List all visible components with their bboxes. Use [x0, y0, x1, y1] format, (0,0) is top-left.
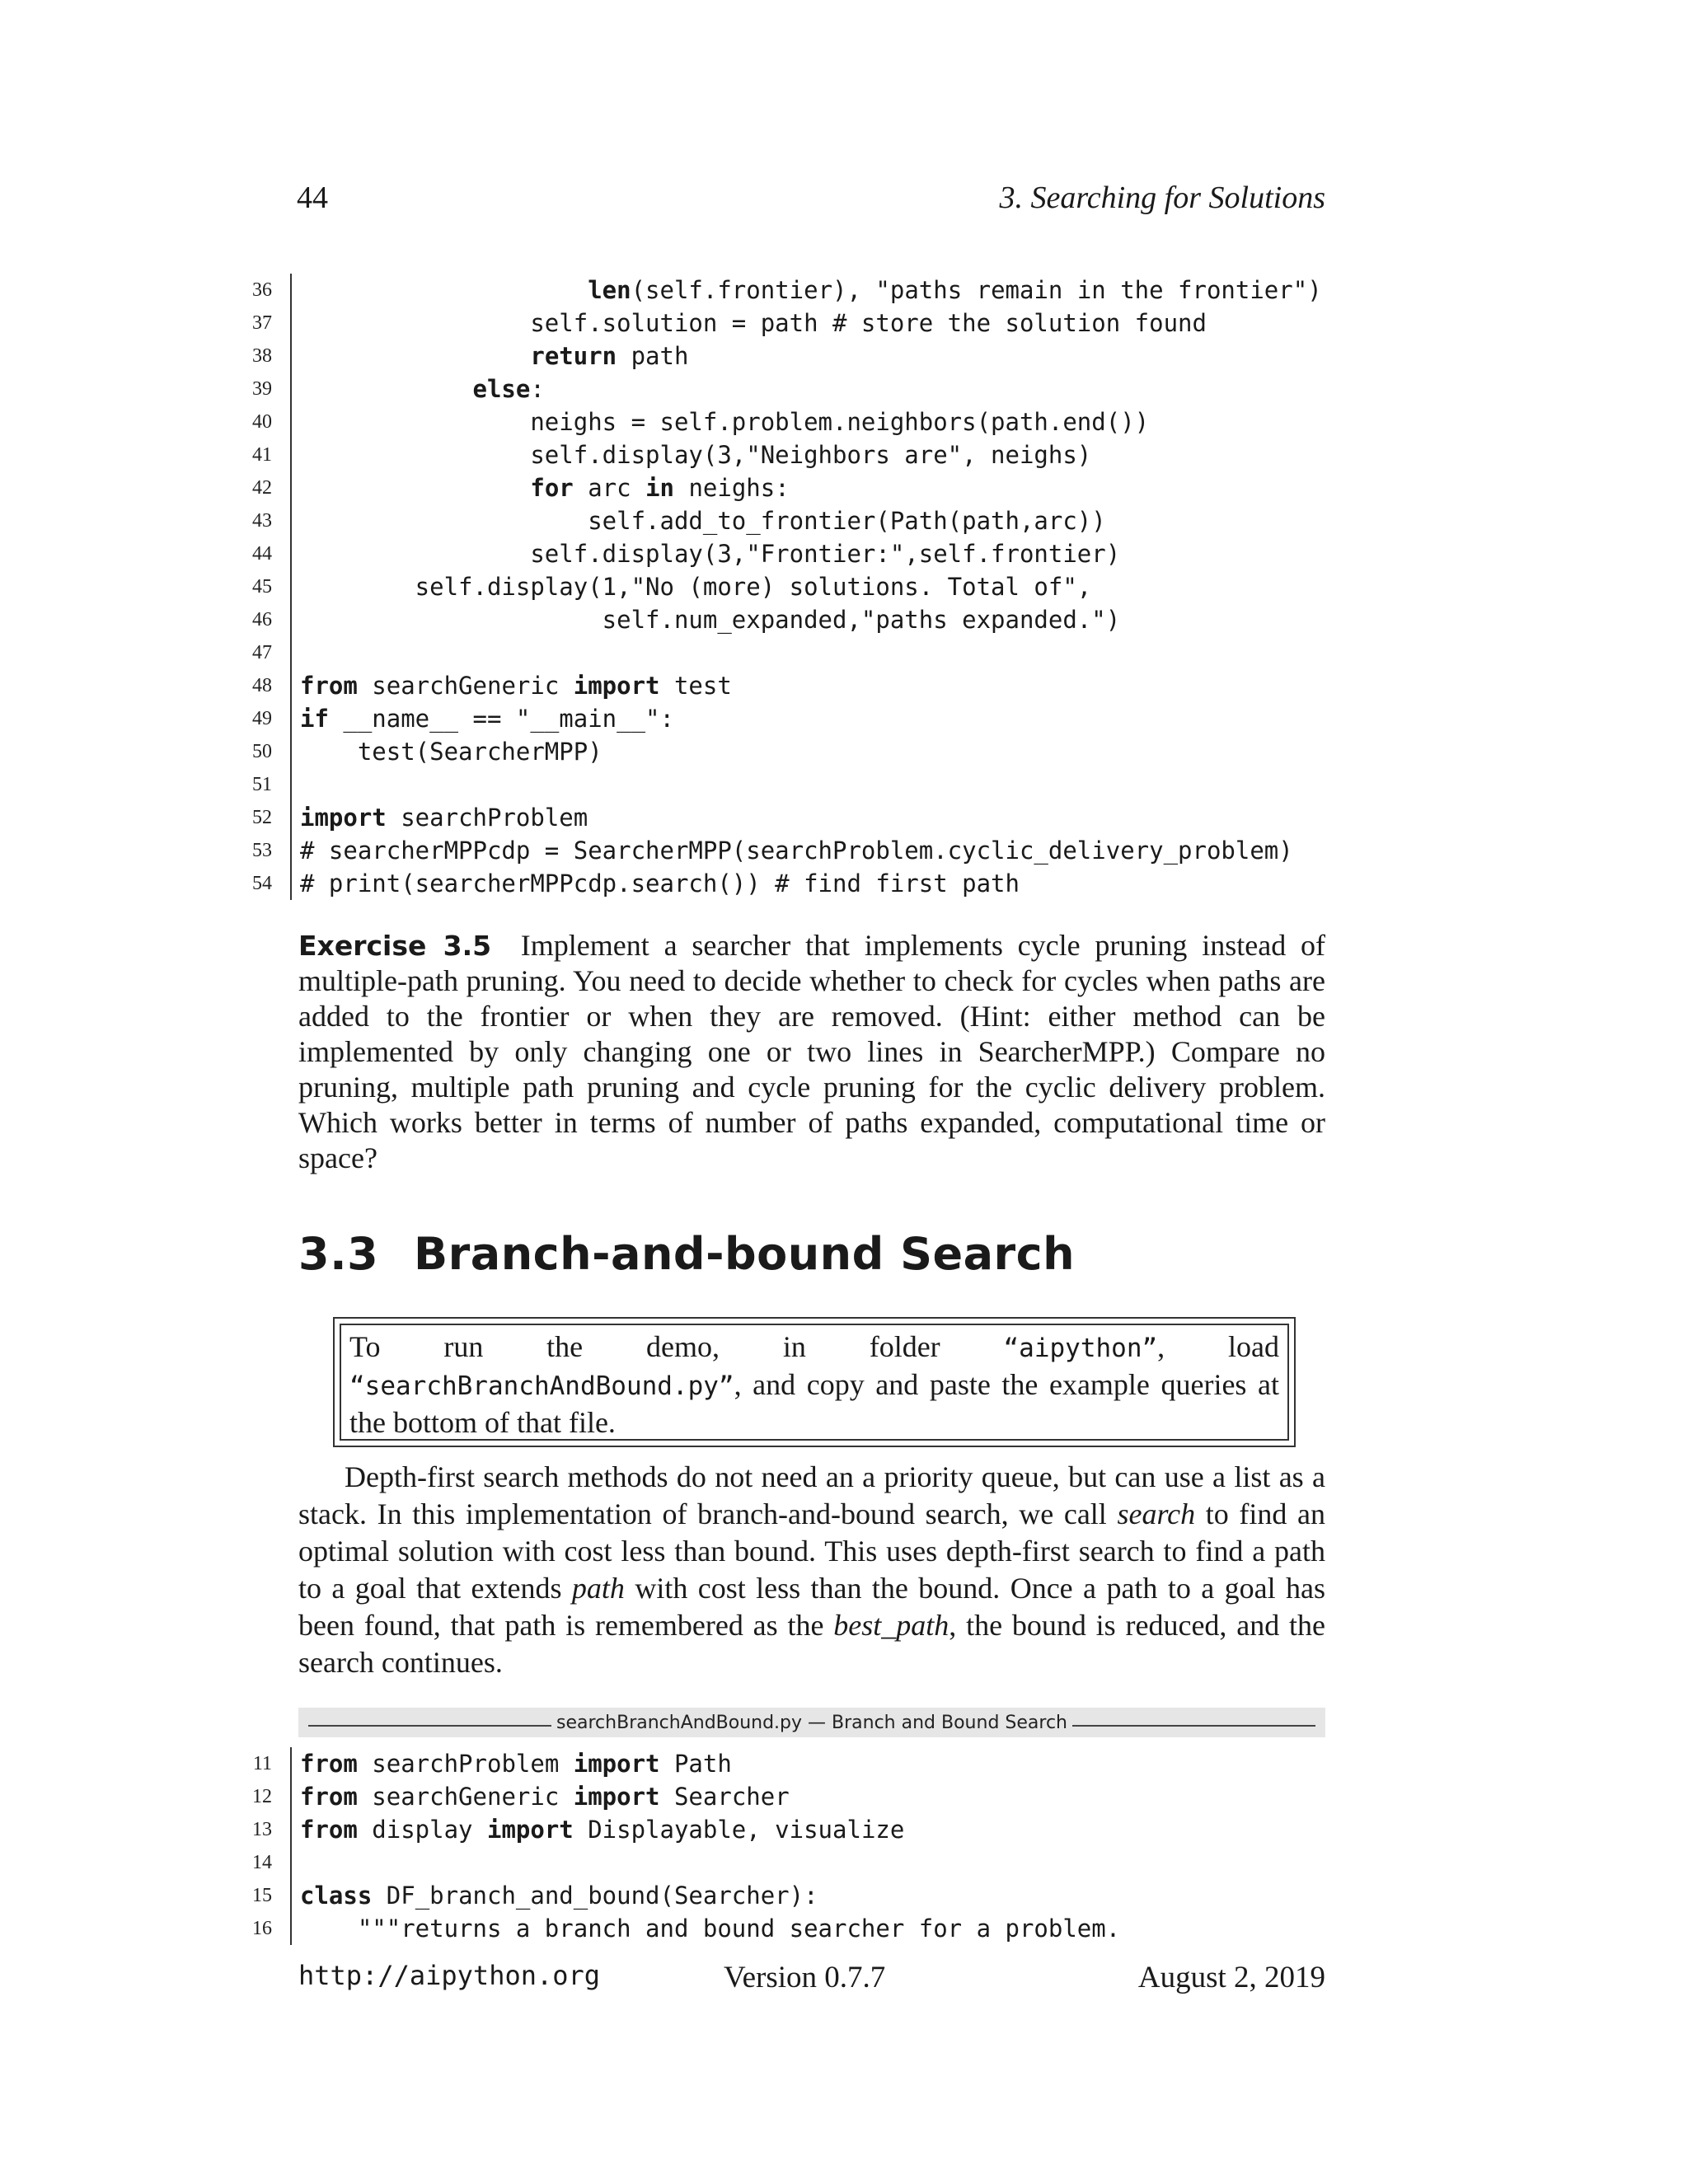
paragraph-text: Depth-first search methods do not need an a priority queue, but can use a list as a stack. In this implementation of branch-and-bound search, we call: [298, 1460, 1325, 1530]
code-keyword: class: [300, 1882, 373, 1910]
line-number: 11: [252, 1753, 272, 1774]
line-number: 38: [252, 345, 272, 367]
code-line: [231, 1879, 1352, 1912]
banner-rule-left: [308, 1725, 551, 1727]
line-number: 50: [252, 741, 272, 762]
chapter-title: 3. Searching for Solutions: [999, 180, 1325, 215]
code-token: searchGeneric: [357, 672, 574, 700]
code-text: [300, 307, 1207, 340]
code-text: [300, 1747, 732, 1780]
paragraph-text: , the bound is reduced, and the search continues.: [298, 1609, 1325, 1679]
line-number: 53: [252, 840, 272, 861]
demo-text-part: , and copy and paste the example queries at the bottom of that file.: [349, 1368, 1279, 1439]
code-line: [231, 274, 1352, 307]
demo-text-part: To run the demo, in folder: [349, 1330, 1004, 1363]
code-text: [300, 274, 1322, 307]
code-keyword: in: [645, 474, 674, 502]
demo-instructions-box: [333, 1317, 1296, 1447]
code-text: [300, 735, 603, 768]
line-number: 46: [252, 609, 272, 630]
code-text: [300, 471, 790, 504]
code-token: display: [357, 1816, 487, 1844]
code-keyword: import: [573, 1750, 660, 1778]
code-text: [300, 834, 1293, 867]
code-token: # searcherMPPcdp = SearcherMPP(searchProblem.cyclic_delivery_problem): [300, 837, 1293, 865]
line-number: 14: [252, 1852, 272, 1873]
page-footer: [298, 1960, 1325, 2001]
code-keyword: from: [300, 1816, 358, 1844]
code-text: [300, 537, 1120, 570]
code-token: (self.frontier), "paths remain in the frontier"): [631, 276, 1322, 304]
demo-folder-name: “aipython”: [1003, 1333, 1158, 1363]
code-listing-1: [231, 274, 1352, 900]
code-text: [300, 1879, 818, 1912]
code-keyword: if: [300, 705, 329, 733]
code-token: neighs = self.problem.neighbors(path.end()): [300, 408, 1150, 436]
line-number: 48: [252, 675, 272, 696]
exercise-3-5: [298, 928, 1325, 1176]
code-line: [231, 669, 1352, 702]
paragraph-emphasis: path: [571, 1572, 625, 1605]
code-token: self.add_to_frontier(Path(path,arc)): [300, 507, 1106, 535]
banner-rule-right: [1072, 1725, 1315, 1727]
code-token: Searcher: [659, 1783, 790, 1811]
demo-instructions-text: [340, 1324, 1289, 1441]
line-number: 51: [252, 774, 272, 795]
file-banner: [298, 1708, 1325, 1737]
code-token: [300, 342, 530, 370]
code-line: [231, 1846, 1352, 1879]
code-token: searchProblem: [386, 804, 588, 832]
line-number: 36: [252, 279, 272, 301]
line-number: 42: [252, 477, 272, 499]
code-token: """returns a branch and bound searcher for a problem.: [300, 1915, 1121, 1943]
code-text: [300, 1912, 1120, 1945]
line-number: 39: [252, 378, 272, 400]
footer-url: http://aipython.org: [298, 1960, 601, 1991]
code-keyword: import: [486, 1816, 574, 1844]
code-token: test: [659, 672, 732, 700]
code-token: arc: [573, 474, 646, 502]
line-number: 13: [252, 1819, 272, 1840]
code-text: [300, 669, 732, 702]
code-text: [300, 570, 1091, 603]
code-keyword: from: [300, 1750, 358, 1778]
code-text: [300, 1780, 790, 1813]
code-text: [300, 504, 1106, 537]
code-keyword: import: [573, 1783, 660, 1811]
paragraph-text: to find an optimal solution with cost less than bound. This uses depth-first search to find a path to a goal that extends: [298, 1497, 1325, 1605]
code-text: [300, 603, 1120, 636]
exercise-label: Exercise 3.5: [298, 930, 492, 962]
line-number: 40: [252, 411, 272, 433]
line-number: 49: [252, 708, 272, 729]
code-token: self.solution = path # store the solution found: [300, 309, 1207, 337]
code-text: [300, 340, 688, 373]
demo-file-name: “searchBranchAndBound.py”: [349, 1371, 734, 1401]
section-title: Branch-and-bound Search: [414, 1228, 1076, 1280]
exercise-text: Implement a searcher that implements cycle pruning instead of multiple-path pruning. You need to decide whether to check for cycles when paths are added to the frontier or when they are removed. (Hint: either method can be implemented by only changing one or two lines in SearcherMPP.) Compare no pruning, multiple path pruning and cycle pruning for the cyclic delivery problem. Which works better in terms of number of paths expanded, computational time or space?: [298, 929, 1326, 1174]
line-number: 15: [252, 1885, 272, 1906]
section-number: 3.3: [298, 1228, 379, 1280]
code-token: [300, 276, 588, 304]
code-keyword: import: [300, 804, 387, 832]
code-line: [231, 801, 1352, 834]
code-text: [300, 801, 588, 834]
code-token: Path: [659, 1750, 732, 1778]
line-number: 45: [252, 576, 272, 598]
code-token: searchGeneric: [357, 1783, 574, 1811]
code-keyword: import: [573, 672, 660, 700]
line-number: 16: [252, 1918, 272, 1939]
code-line: [231, 867, 1352, 900]
code-line: [231, 340, 1352, 373]
code-token: self.display(1,"No (more) solutions. Total of",: [300, 573, 1092, 601]
code-text: [300, 438, 1091, 471]
code-line: [231, 1747, 1352, 1780]
code-token: :: [530, 375, 545, 403]
code-line: [231, 373, 1352, 405]
code-token: self.num_expanded,"paths expanded."): [300, 606, 1121, 634]
code-keyword: len: [588, 276, 631, 304]
code-text: [300, 702, 674, 735]
code-token: DF_branch_and_bound(Searcher):: [372, 1882, 818, 1910]
code-token: self.display(3,"Frontier:",self.frontier): [300, 540, 1121, 568]
code-keyword: return: [530, 342, 617, 370]
code-line: [231, 636, 1352, 669]
code-token: neighs:: [673, 474, 790, 502]
code-line: [231, 405, 1352, 438]
line-number: 12: [252, 1786, 272, 1807]
paragraph-emphasis: best_path: [833, 1609, 950, 1642]
code-line: [231, 438, 1352, 471]
code-token: test(SearcherMPP): [300, 738, 603, 766]
line-number: 43: [252, 510, 272, 532]
code-text: [300, 373, 545, 405]
code-line: [231, 1813, 1352, 1846]
body-paragraph: [298, 1459, 1325, 1681]
code-text: [300, 1813, 904, 1846]
code-token: __name__ == "__main__":: [328, 705, 674, 733]
code-line: [231, 702, 1352, 735]
code-keyword: from: [300, 672, 358, 700]
footer-date: August 2, 2019: [1137, 1961, 1325, 1994]
code-line: [231, 768, 1352, 801]
code-line: [231, 1780, 1352, 1813]
demo-text-part: , load: [1157, 1330, 1279, 1363]
line-number: 41: [252, 444, 272, 466]
code-line: [231, 471, 1352, 504]
code-line: [231, 570, 1352, 603]
code-line: [231, 537, 1352, 570]
code-line: [231, 834, 1352, 867]
code-keyword: else: [472, 375, 531, 403]
code-token: [300, 375, 473, 403]
line-number: 52: [252, 807, 272, 828]
code-token: Displayable, visualize: [573, 1816, 905, 1844]
code-token: path: [617, 342, 689, 370]
code-line: [231, 735, 1352, 768]
file-banner-label: searchBranchAndBound.py — Branch and Bound Search: [556, 1712, 1067, 1733]
code-line: [231, 603, 1352, 636]
line-number: 37: [252, 312, 272, 334]
code-token: # print(searcherMPPcdp.search()) # find first path: [300, 869, 1020, 898]
line-number: 47: [252, 642, 272, 663]
code-token: self.display(3,"Neighbors are", neighs): [300, 441, 1092, 469]
code-text: [300, 867, 1020, 900]
code-token: [300, 474, 530, 502]
footer-version: Version 0.7.7: [724, 1961, 886, 1994]
code-token: searchProblem: [357, 1750, 574, 1778]
code-text: [300, 405, 1149, 438]
page-header: [297, 180, 1325, 224]
line-number: 54: [252, 873, 272, 894]
page-number: 44: [297, 180, 328, 215]
section-heading: [298, 1228, 1075, 1280]
paragraph-emphasis: search: [1117, 1497, 1196, 1530]
code-keyword: from: [300, 1783, 358, 1811]
code-line: [231, 307, 1352, 340]
code-keyword: for: [530, 474, 574, 502]
line-number: 44: [252, 543, 272, 565]
code-line: [231, 1912, 1352, 1945]
code-listing-2: [231, 1747, 1352, 1945]
paragraph-text: with cost less than the bound. Once a path to a goal has been found, that path is remembered as the: [298, 1572, 1325, 1642]
code-line: [231, 504, 1352, 537]
